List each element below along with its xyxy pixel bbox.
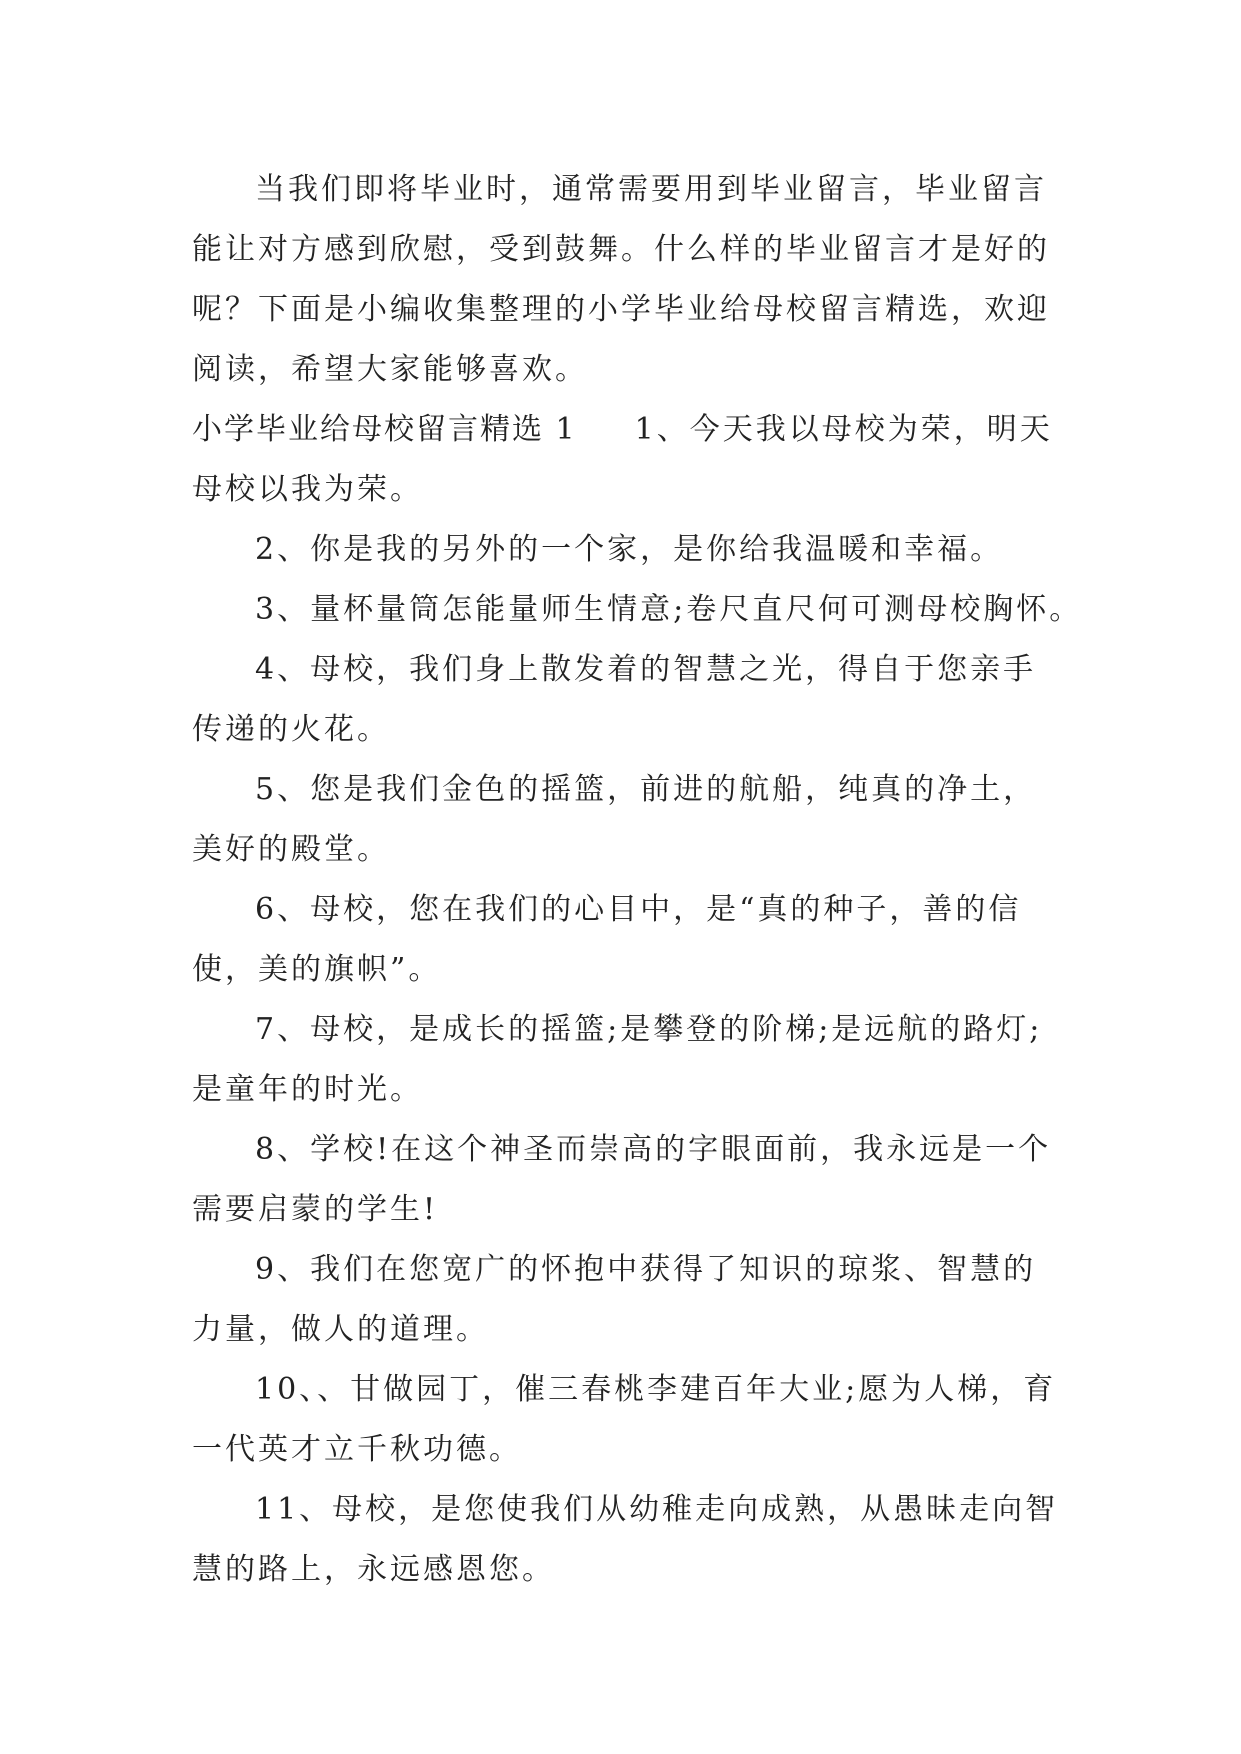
message-line: 10、、甘做园丁，催三春桃李建百年大业;愿为人梯，育 xyxy=(255,1372,1057,1407)
message-line: 美好的殿堂。 xyxy=(192,832,390,867)
item-1-start: 1、今天我以母校为荣，明天 xyxy=(634,412,1053,447)
message-line: 慧的路上，永远感恩您。 xyxy=(192,1552,555,1587)
message-item-4 xyxy=(192,640,1052,760)
intro-line: 呢？下面是小编收集整理的小学毕业给母校留言精选，欢迎 xyxy=(192,292,1050,327)
message-item-9 xyxy=(192,1240,1052,1360)
section-heading: 小学毕业给母校留言精选 1 xyxy=(192,412,577,447)
message-item-3 xyxy=(192,580,1083,640)
message-item-8 xyxy=(192,1120,1052,1240)
intro-line: 能让对方感到欣慰，受到鼓舞。什么样的毕业留言才是好的 xyxy=(192,232,1050,267)
intro-line: 阅读，希望大家能够喜欢。 xyxy=(192,352,588,387)
message-item-7 xyxy=(192,1000,1052,1120)
message-item-5 xyxy=(192,760,1052,880)
message-line: 4、母校，我们身上散发着的智慧之光，得自于您亲手 xyxy=(255,652,1037,687)
message-line: 传递的火花。 xyxy=(192,712,390,747)
item-1-end: 母校以我为荣。 xyxy=(192,472,423,507)
message-line: 6、母校，您在我们的心目中，是“真的种子，善的信 xyxy=(255,892,1022,927)
message-item-11 xyxy=(192,1480,1059,1600)
section-heading-line xyxy=(192,400,1052,460)
message-item-6 xyxy=(192,880,1052,1000)
message-line: 7、母校，是成长的摇篮;是攀登的阶梯;是远航的路灯; xyxy=(255,1012,1043,1047)
message-line: 力量，做人的道理。 xyxy=(192,1312,489,1347)
document-page xyxy=(192,160,1083,1600)
message-item-10 xyxy=(192,1360,1057,1480)
message-list xyxy=(192,520,1083,1600)
message-line: 一代英才立千秋功德。 xyxy=(192,1432,522,1467)
message-item-2 xyxy=(192,520,1052,580)
message-line: 3、量杯量筒怎能量师生情意;卷尺直尺何可测母校胸怀。 xyxy=(255,592,1083,627)
message-line: 是童年的时光。 xyxy=(192,1072,423,1107)
section xyxy=(192,400,1052,520)
message-line: 11、母校，是您使我们从幼稚走向成熟，从愚昧走向智 xyxy=(255,1492,1059,1527)
message-line: 2、你是我的另外的一个家，是你给我温暖和幸福。 xyxy=(255,532,1004,567)
intro-paragraph xyxy=(192,160,1052,400)
message-line: 9、我们在您宽广的怀抱中获得了知识的琼浆、智慧的 xyxy=(255,1252,1037,1287)
message-line: 5、您是我们金色的摇篮，前进的航船，纯真的净土， xyxy=(255,772,1037,807)
message-line: 8、学校!在这个神圣而崇高的字眼面前，我永远是一个 xyxy=(255,1132,1052,1167)
message-line: 使，美的旗帜”。 xyxy=(192,952,442,987)
message-line: 需要启蒙的学生! xyxy=(192,1192,439,1227)
intro-line: 当我们即将毕业时，通常需要用到毕业留言，毕业留言 xyxy=(255,172,1047,207)
